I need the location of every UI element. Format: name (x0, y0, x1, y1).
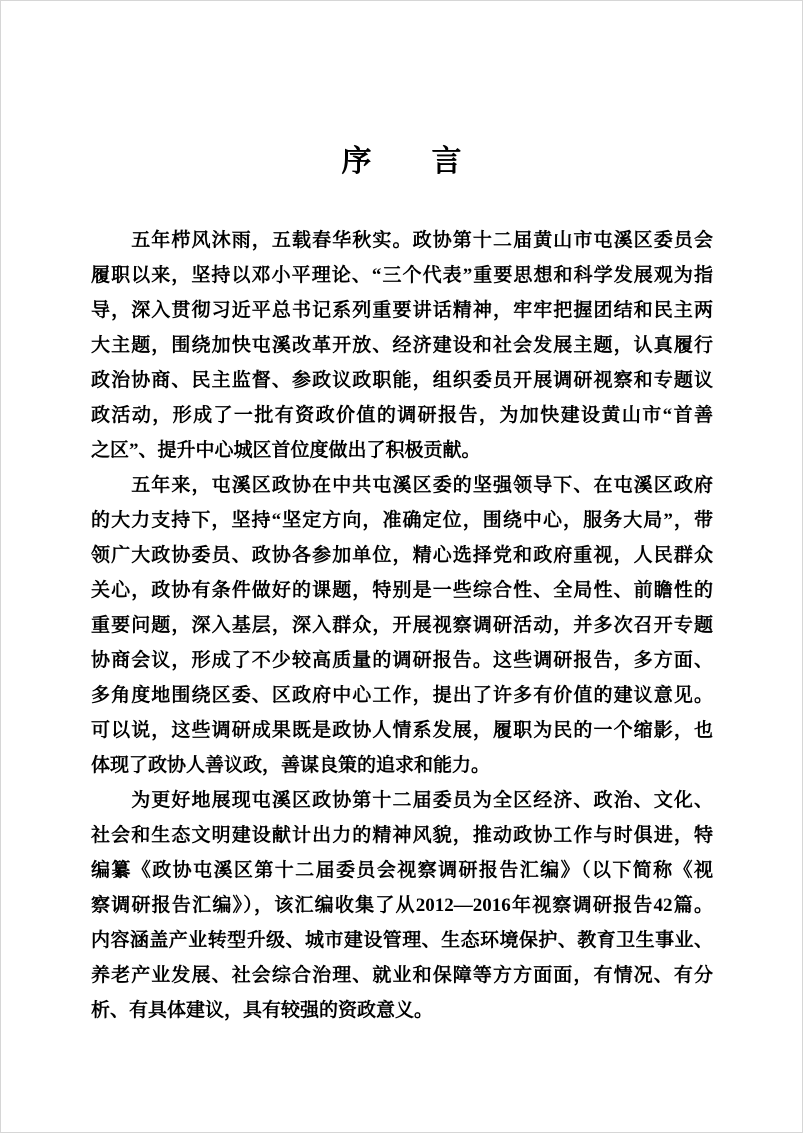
text-line: 五年来，屯溪区政协在中共屯溪区委的坚强领导下、在屯溪区政府 (91, 475, 713, 496)
text-line: 多角度地围绕区委、区政府中心工作，提出了许多有价值的建议意见。 (91, 685, 713, 706)
text-line: 协商会议，形成了不少较高质量的调研报告。这些调研报告，多方面、 (91, 650, 713, 671)
text-line: 履职以来，坚持以邓小平理论、“三个代表”重要思想和科学发展观为指 (91, 265, 713, 286)
text-line: 政活动，形成了一批有资政价值的调研报告，为加快建设黄山市“首善 (91, 405, 713, 426)
text-line: 五年栉风沐雨，五载春华秋实。政协第十二届黄山市屯溪区委员会 (91, 230, 713, 251)
text-line: 内容涵盖产业转型升级、城市建设管理、生态环境保护、教育卫生事业、 (91, 930, 713, 951)
text-line: 析、有具体建议，具有较强的资政意义。 (91, 1000, 434, 1021)
text-line: 为更好地展现屯溪区政协第十二届委员为全区经济、政治、文化、 (91, 790, 713, 811)
text-line: 的大力支持下，坚持“坚定方向，准确定位，围绕中心，服务大局”，带 (91, 510, 713, 531)
text-line: 重要问题，深入基层，深入群众，开展视察调研活动，并多次召开专题 (91, 615, 713, 636)
text-line: 导，深入贯彻习近平总书记系列重要讲话精神，牢牢把握团结和民主两 (91, 300, 713, 321)
page-title: 序 言 (341, 145, 462, 178)
text-line: 可以说，这些调研成果既是政协人情系发展，履职为民的一个缩影，也 (91, 720, 713, 741)
document-body (91, 223, 713, 1028)
text-line: 体现了政协人善议政，善谋良策的追求和能力。 (91, 755, 491, 776)
text-line: 社会和生态文明建设献计出力的精神风貌，推动政协工作与时俱进，特 (91, 825, 713, 846)
text-line: 关心，政协有条件做好的课题，特别是一些综合性、全局性、前瞻性的 (91, 580, 713, 601)
paragraph (91, 468, 713, 783)
text-line: 养老产业发展、社会综合治理、就业和保障等方方面面，有情况、有分 (91, 965, 713, 986)
text-line: 政治协商、民主监督、参政议政职能，组织委员开展调研视察和专题议 (91, 370, 713, 391)
text-line: 编纂《政协屯溪区第十二届委员会视察调研报告汇编》（以下简称《视 (91, 860, 713, 881)
paragraph (91, 223, 713, 468)
text-line: 察调研报告汇编》），该汇编收集了从2012—2016年视察调研报告42篇。 (91, 895, 713, 916)
text-line: 领广大政协委员、政协各参加单位，精心选择党和政府重视，人民群众 (91, 545, 713, 566)
text-line: 大主题，围绕加快屯溪改革开放、经济建设和社会发展主题，认真履行 (91, 335, 713, 356)
text-line: 之区”、提升中心城区首位度做出了积极贡献。 (91, 440, 481, 461)
paragraph (91, 783, 713, 1028)
